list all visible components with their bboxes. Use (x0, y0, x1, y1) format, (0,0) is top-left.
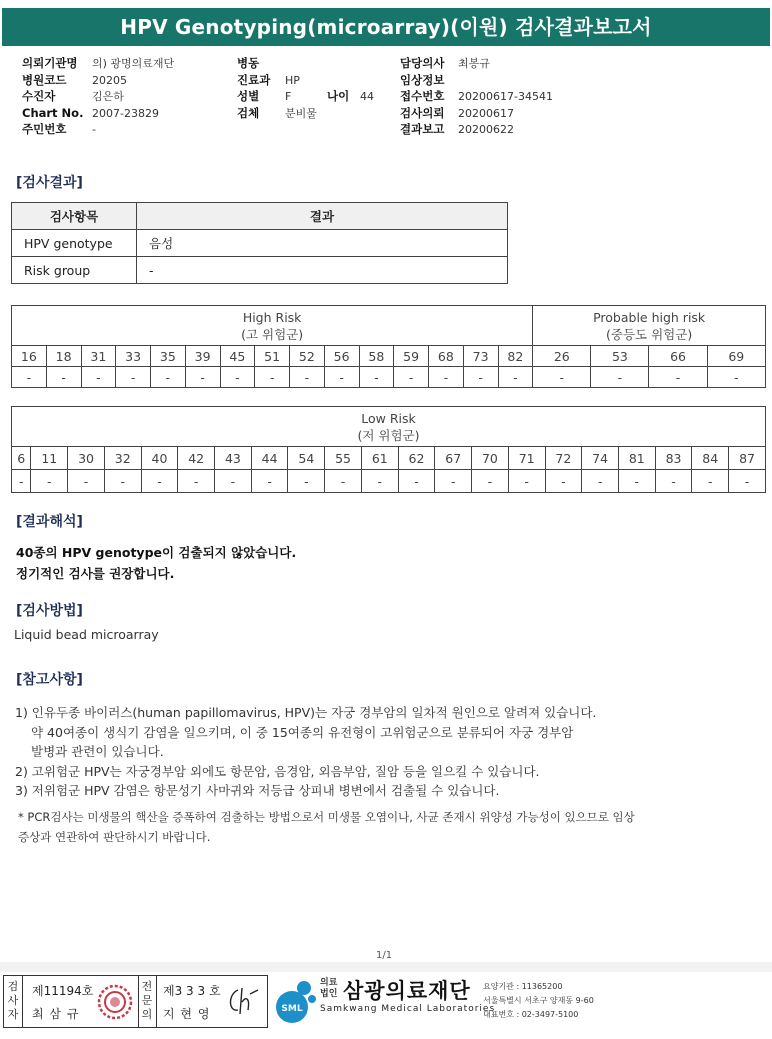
risk-header-row (12, 407, 766, 447)
genotype-cell: 70 (472, 447, 509, 470)
genotype-cell: 32 (104, 447, 141, 470)
genotype-cell: 67 (435, 447, 472, 470)
info-value: 분비물 (285, 106, 317, 120)
info-row-id-number (22, 121, 174, 138)
vertical-char: 사 (7, 994, 19, 1007)
genotype-cell: 82 (498, 346, 533, 367)
sml-logo-icon (272, 977, 317, 1024)
genotype-cell: 45 (220, 346, 255, 367)
genotype-result-cell: - (185, 367, 220, 388)
genotype-cell: 35 (151, 346, 186, 367)
interpretation-text (16, 542, 296, 584)
info-label: 병원코드 (22, 72, 67, 87)
note-item: 1) 인유두종 바이러스(human papillomavirus, HPV)는 자궁 경부암의 일차적 원인으로 알려져 있습니다. (15, 705, 597, 720)
examiner-label (6, 980, 20, 1022)
vertical-char: 자 (7, 1008, 19, 1021)
genotype-cell: 51 (255, 346, 290, 367)
org-care-code: 요양기관 : 11365200 (483, 982, 563, 991)
genotype-result-cell: - (12, 470, 31, 493)
genotype-result-cell: - (141, 470, 178, 493)
info-value: 최봉규 (458, 57, 490, 70)
genotype-cell: 83 (655, 447, 692, 470)
table-row (12, 257, 508, 284)
genotype-result-cell: - (359, 367, 394, 388)
table-cell: - (137, 257, 508, 284)
genotype-result-cell: - (618, 470, 655, 493)
info-label-age: 나이 (327, 89, 350, 104)
info-value: 20200622 (458, 123, 514, 137)
genotype-cell: 87 (729, 447, 766, 470)
info-row-doctor (400, 55, 553, 72)
footnote-line: 증상과 연관하여 판단하시기 바랍니다. (18, 829, 211, 844)
genotype-cell: 61 (361, 447, 398, 470)
table-cell: HPV genotype (12, 230, 137, 257)
genotype-cell: 84 (692, 447, 729, 470)
info-row-institution (22, 55, 174, 72)
interpretation-line: 40종의 HPV genotype이 검출되지 않았습니다. (16, 545, 297, 560)
org-phone: 대표번호 : 02-3497-5100 (483, 1010, 579, 1019)
genotype-result-cell: - (215, 470, 252, 493)
info-row-report-date (400, 121, 553, 138)
genotype-result-cell: - (251, 470, 288, 493)
high-risk-header (12, 306, 533, 346)
high-risk-label: High Risk (242, 309, 302, 325)
genotype-result-cell: - (498, 367, 533, 388)
genotype-result-cell: - (707, 367, 765, 388)
org-prefix-line: 법인 (320, 989, 338, 999)
info-value: - (92, 123, 96, 137)
org-details (483, 980, 594, 1022)
genotype-result-cell: - (398, 470, 435, 493)
info-label: 결과보고 (400, 122, 445, 137)
risk-header-row (12, 306, 766, 346)
info-row-hospital-code (22, 72, 174, 89)
interpretation-line: 정기적인 검사를 권장합니다. (16, 566, 175, 581)
genotype-result-cell: - (31, 470, 68, 493)
org-name: 삼광의료재단 (343, 979, 471, 1003)
genotype-cell: 54 (288, 447, 325, 470)
result-table (11, 202, 508, 284)
high-risk-table (11, 305, 766, 388)
examiner-license: 제11194호 (32, 984, 94, 998)
info-label: 의뢰기관명 (22, 56, 78, 70)
table-row (12, 230, 508, 257)
note-item-continued: 약 40여종이 생식기 감염을 일으키며, 이 중 15여종의 유전형이 고위험군으로 분류되어 자궁 경부암 (31, 724, 574, 740)
genotype-row (12, 447, 766, 470)
genotype-result-cell: - (729, 470, 766, 493)
genotype-cell: 81 (618, 447, 655, 470)
genotype-cell: 56 (324, 346, 359, 367)
genotype-result-cell: - (429, 367, 464, 388)
notes-list (15, 703, 760, 801)
probable-high-risk-sublabel: (중등도 위험군) (606, 326, 693, 342)
examiner-name: 최 삼 규 (32, 1007, 80, 1021)
genotype-cell: 39 (185, 346, 220, 367)
info-row-clinical-info (400, 72, 553, 89)
info-label: 검사의뢰 (400, 105, 445, 120)
table-cell: Risk group (12, 257, 137, 284)
genotype-cell: 44 (251, 447, 288, 470)
genotype-cell: 16 (12, 346, 47, 367)
org-english-name: Samkwang Medical Laboratories (320, 1004, 496, 1014)
info-value-age: 44 (360, 90, 374, 104)
genotype-cell: 58 (359, 346, 394, 367)
genotype-result-cell: - (220, 367, 255, 388)
divider (156, 976, 157, 1027)
genotype-cell: 74 (582, 447, 619, 470)
genotype-result-cell: - (591, 367, 649, 388)
info-label: Chart No. (22, 105, 84, 120)
info-value: HP (285, 73, 300, 87)
divider (22, 976, 23, 1027)
genotype-cell: 68 (429, 346, 464, 367)
genotype-cell: 31 (81, 346, 116, 367)
genotype-result-cell: - (435, 470, 472, 493)
genotype-result-cell: - (582, 470, 619, 493)
seal-icon (96, 983, 134, 1021)
info-row-department (237, 72, 374, 89)
genotype-result-cell: - (361, 470, 398, 493)
genotype-cell: 53 (591, 346, 649, 367)
info-value: F (285, 90, 292, 104)
column-header: 결과 (137, 203, 508, 230)
genotype-result-cell: - (394, 367, 429, 388)
vertical-char: 의 (141, 1008, 153, 1021)
vertical-char: 문 (141, 994, 153, 1007)
vertical-char: 전 (141, 980, 153, 993)
info-row-receipt-no (400, 88, 553, 105)
section-title-results: [검사결과] (16, 175, 83, 191)
genotype-cell: 33 (116, 346, 151, 367)
genotype-result-cell: - (508, 470, 545, 493)
info-value: 김은하 (92, 90, 124, 104)
genotype-result-cell: - (151, 367, 186, 388)
page-number: 1/1 (376, 950, 393, 961)
method-text: Liquid bead microarray (14, 627, 159, 642)
info-row-specimen (237, 105, 374, 122)
org-prefix (320, 978, 337, 1000)
column-header: 검사항목 (12, 203, 137, 230)
genotype-cell: 66 (649, 346, 707, 367)
info-value: 의) 광명의료재단 (92, 57, 175, 70)
genotype-cell: 40 (141, 447, 178, 470)
note-item-continued: 발병과 관련이 있습니다. (31, 744, 164, 759)
genotype-cell: 43 (215, 447, 252, 470)
genotype-result-row (12, 367, 766, 388)
patient-info-col2 (237, 55, 374, 121)
report-title: HPV Genotyping(microarray)(이원) 검사결과보고서 (2, 8, 770, 46)
genotype-cell: 72 (545, 447, 582, 470)
genotype-result-cell: - (463, 367, 498, 388)
info-label: 진료과 (237, 72, 271, 87)
genotype-result-cell: - (104, 470, 141, 493)
low-risk-table (11, 406, 766, 493)
high-risk-sublabel: (고 위험군) (241, 326, 304, 342)
specialist-license: 제3 3 3 호 (163, 984, 221, 998)
info-row-ward (237, 55, 374, 72)
genotype-result-cell: - (12, 367, 47, 388)
genotype-result-cell: - (68, 470, 105, 493)
info-label: 병동 (237, 56, 260, 70)
org-address: 서울특별시 서초구 양재동 9-60 (483, 996, 594, 1005)
vertical-char: 검 (7, 980, 19, 993)
genotype-cell: 73 (463, 346, 498, 367)
info-label: 검체 (237, 105, 260, 120)
genotype-result-cell: - (290, 367, 325, 388)
genotype-cell: 11 (31, 447, 68, 470)
specialist-label (140, 980, 154, 1022)
genotype-cell: 52 (290, 346, 325, 367)
genotype-cell: 6 (12, 447, 31, 470)
section-title-notes: [참고사항] (16, 672, 83, 688)
note-item: 2) 고위험군 HPV는 자궁경부암 외에도 항문암, 음경암, 외음부암, 질암 등을 일으킬 수 있습니다. (15, 763, 540, 779)
patient-info-col1 (22, 55, 174, 138)
genotype-cell: 59 (394, 346, 429, 367)
genotype-cell: 26 (533, 346, 591, 367)
genotype-result-cell: - (655, 470, 692, 493)
section-title-interpretation: [결과해석] (16, 514, 83, 530)
info-row-request-date (400, 105, 553, 122)
probable-high-risk-header (533, 306, 766, 346)
genotype-result-cell: - (81, 367, 116, 388)
genotype-result-cell: - (325, 470, 362, 493)
info-value: 20200617-34541 (458, 90, 553, 104)
genotype-result-cell: - (116, 367, 151, 388)
genotype-result-cell: - (178, 470, 215, 493)
footnote-line: * PCR검사는 미생물의 핵산을 증폭하여 검출하는 방법으로서 미생물 오염이나, 사균 존재시 위양성 가능성이 있으므로 임상 (18, 810, 635, 824)
info-row-chart-no (22, 105, 174, 122)
logo-text: SML (281, 1004, 303, 1014)
result-table-header (12, 203, 508, 230)
divider (138, 976, 139, 1027)
info-label: 수진자 (22, 89, 56, 104)
genotype-result-cell: - (649, 367, 707, 388)
info-value: 20200617 (458, 106, 514, 120)
genotype-cell: 42 (178, 447, 215, 470)
patient-info-col3 (400, 55, 553, 138)
info-label: 성별 (237, 89, 260, 104)
genotype-cell: 69 (707, 346, 765, 367)
genotype-result-cell: - (472, 470, 509, 493)
info-label: 접수번호 (400, 89, 445, 104)
low-risk-header (12, 407, 766, 447)
low-risk-sublabel: (저 위험군) (357, 427, 420, 443)
probable-high-risk-label: Probable high risk (593, 309, 706, 325)
info-row-sex-age (237, 88, 374, 105)
genotype-result-cell: - (288, 470, 325, 493)
genotype-row (12, 346, 766, 367)
genotype-result-cell: - (545, 470, 582, 493)
genotype-result-cell: - (692, 470, 729, 493)
genotype-cell: 71 (508, 447, 545, 470)
genotype-cell: 30 (68, 447, 105, 470)
org-prefix-line: 의료 (320, 978, 338, 988)
info-value: 20205 (92, 73, 127, 87)
info-label: 담당의사 (400, 56, 445, 70)
genotype-cell: 18 (46, 346, 81, 367)
info-label: 주민번호 (22, 122, 67, 137)
genotype-cell: 62 (398, 447, 435, 470)
genotype-result-cell: - (255, 367, 290, 388)
table-cell: 음성 (137, 230, 508, 257)
genotype-result-cell: - (46, 367, 81, 388)
footnote (18, 808, 758, 847)
genotype-result-row (12, 470, 766, 493)
low-risk-label: Low Risk (361, 410, 416, 426)
info-label: 임상정보 (400, 72, 445, 87)
signature-icon (224, 984, 264, 1018)
specialist-name: 지 현 영 (163, 1007, 211, 1021)
info-row-patient (22, 88, 174, 105)
genotype-result-cell: - (533, 367, 591, 388)
footer-divider (0, 962, 772, 972)
info-value: 2007-23829 (92, 106, 159, 120)
genotype-result-cell: - (324, 367, 359, 388)
section-title-method: [검사방법] (16, 603, 83, 619)
genotype-cell: 55 (325, 447, 362, 470)
signature-box (3, 975, 268, 1028)
note-item: 3) 저위험군 HPV 감염은 항문성기 사마귀와 저등급 상피내 병변에서 검출될 수 있습니다. (15, 783, 500, 798)
